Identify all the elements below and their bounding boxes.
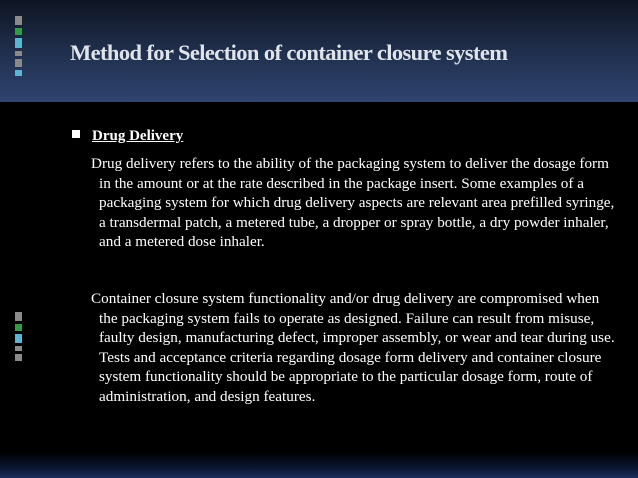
deco-bar-gray [15,59,22,67]
deco-bar-cyan [15,334,22,343]
deco-bar-gray [15,354,22,361]
paragraph-functionality: Container closure system functionality and/or drug delivery are compromised when the packaging system fails to operate as designed. Failure can result from misuse, faulty design, manufacturing defect, improper assembly, or wear and tear during use. Tests and acceptance criteria regarding dosage form delivery and container closure system functionality should be appropriate to the particular dosage form, route of administration, and design features. [91,290,615,405]
slide-title: Method for Selection of container closure system [70,40,508,65]
bullet-label: Drug Delivery [92,128,184,144]
deco-bar-gray [15,16,22,25]
footer-glow [0,452,638,478]
deco-bar-cyan [15,70,22,76]
deco-bar-gray [15,312,22,321]
square-bullet-icon [72,130,80,138]
deco-bar-green [15,28,22,35]
deco-bar-green [15,324,22,331]
bullet-heading [72,128,183,145]
deco-bar-gray [15,346,22,351]
deco-bar-gray [15,51,22,56]
paragraph-drug-delivery: Drug delivery refers to the ability of the packaging system to deliver the dosage form in the amount or at the rate described in the package insert. Some examples of a packaging system for which drug delivery aspects are relevant area prefilled syringe, a transdermal patch, a metered tube, a dropper or spray bottle, a dry powder inhaler, and a metered dose inhaler. [91,155,615,251]
deco-bar-cyan [15,38,22,48]
